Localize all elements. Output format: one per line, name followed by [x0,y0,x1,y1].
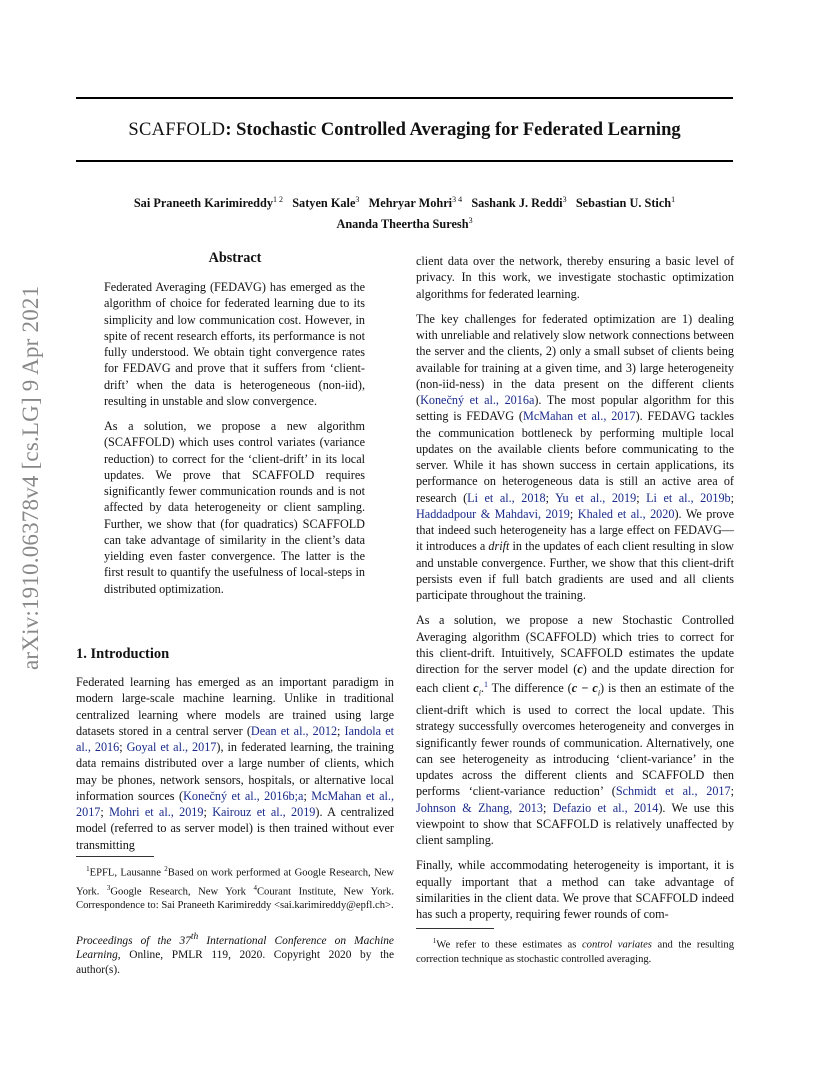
text-run: ). The most popular algorithm for this setting is FEDAVG ( [416,393,734,424]
text-run: th [190,932,199,942]
citation-link[interactable]: Mohri et al., 2019 [109,805,204,819]
citation-link[interactable]: Konečný et al., 2016a [420,393,535,407]
citation-link[interactable]: Iandola et al., 2016 [76,723,394,754]
citation-link[interactable]: Haddadpour & Mahdavi, 2019 [416,506,570,521]
top-rule [76,97,733,99]
affiliation-footnote: $^1$EPFL, Lausanne $^2$Based on work performed at Google Research, New York. $^3$Google Research, New York $^4$Courant Institute, New York. Correspondence to: Sai Praneeth Karimireddy <sai.karimireddy@epfl.ch>. [76,865,395,912]
proceedings-note [76,930,394,978]
author: Satyen Kale [292,196,356,211]
math-subscript: i [478,688,481,698]
author-affiliation: 1 2 [272,195,283,204]
text-run: ). A centralized model (referred to as server model) is then trained without ever transmitting [76,805,395,852]
abstract-paragraph: As a solution, we propose a new algorithm (SCAFFOLD) which uses control variates (variance reduction) to correct for the ‘client-drift’ in its local updates. We prove that SCAFFOLD requires significantly fewer communication rounds and is not affected by data heterogeneity or client sampling. Further, we show that (for quadratics) SCAFFOLD can take advantage of similarity in the client’s data yielding even faster convergence. The latter is the first result to quantify the usefulness of local-steps in distributed optimization. [104,419,365,596]
title-acronym: SCAFFOLD [128,120,226,140]
intro-paragraph: Federated learning has emerged as an important paradigm in modern large-scale machine learning. Unlike in traditional centralized learning where models are trained using large datasets stored in a central server (Dean et al., 2012; Iandola et al., 2016; Goyal et al., 2017), in federated learning, the training data remains distributed over a large number of clients, which may be phones, network sensors, hospitals, or alternative local information sources (Konečný et al., 2016b;a; McMahan et al., 2017; Mohri et al., 2019; Kairouz et al., 2019). A centralized model (referred to as server model) is then trained without ever transmitting [76,675,395,852]
author-affiliation: 1 [671,195,676,204]
emphasis: control variates [581,939,652,951]
citation-link[interactable]: Dean et al., 2012 [250,723,338,738]
title-rest: : Stochastic Controlled Averaging for Federated Learning [225,120,681,140]
author-line-2 [76,212,733,233]
footnote-marker[interactable]: 1 [483,680,488,690]
abstract-body [104,279,365,606]
author-affiliation: 3 [562,195,567,204]
author-affiliation: 3 4 [452,195,463,204]
text-run: The difference ( [487,681,572,696]
math-symbol: c [473,681,479,696]
text-run: , Online, PMLR 119, 2020. Copyright 2020 by the author(s). [76,949,394,976]
text-run: ) and the update direction for each client [416,662,734,696]
author-affiliation: 3 [355,195,360,204]
body-paragraph: client data over the network, thereby ensuring a basic level of privacy. In this work, we investigate stochastic optimization algorithms for federated learning. [416,254,734,301]
text-run: The key challenges for federated optimization are 1) dealing with unreliable and relatively slow network connections between the server and the clients, 2) only a small subset of clients being available for training at a given time, and 3) large heterogeneity (non-iid-ness) in the data present on the different clients ( [416,311,734,407]
control-variates-footnote [416,934,734,967]
citation-link[interactable]: Goyal et al., 2017 [126,740,217,754]
citation-link[interactable]: Konečný et al., 2016b;a [183,788,304,803]
paper-title [76,118,733,142]
body-paragraph: Finally, while accommodating heterogeneity is important, it is equally important that a method can take advantage of similarities in the client data. We prove that SCAFFOLD indeed has such a property, requiring fewer rounds of com- [416,858,734,921]
title-bottom-rule [76,160,733,162]
intro-left-column [76,674,394,862]
text-run: Courant Institute, New York. Correspondence to: Sai Praneeth Karimireddy <sai.karimireddy@epfl.ch>. [76,886,394,912]
author: Sai Praneeth Karimireddy [133,196,273,211]
citation-link[interactable]: Schmidt et al., 2017 [615,784,731,799]
math-subscript: i [597,688,601,698]
author: Sashank J. Reddi [471,196,563,211]
math-symbol: c − c [571,681,598,696]
text-run: ). FEDAVG tackles the communication bottleneck by performing multiple local updates on the available clients before communicating to the server. While it has shown success in certain applications, its performance on heterogeneous data is still an active area of research ( [416,409,734,505]
text-run: in the updates of each client resulting in slow and unstable convergence. Further, we show that this client-drift persists even if full batch gradients are used and all clients participate throughout the training. [416,539,734,602]
citation-link[interactable]: Li et al., 2018 [467,490,546,505]
citation-link[interactable]: Li et al., 2019b [646,490,731,505]
author-list [76,191,733,233]
citation-link[interactable]: Johnson & Zhang, 2013 [416,800,543,815]
citation-link[interactable]: Khaled et al., 2020 [577,506,675,521]
citation-link[interactable]: McMahan et al., 2017 [76,788,395,819]
citation-link[interactable]: Kairouz et al., 2019 [212,805,316,819]
right-column [416,253,734,931]
text-run: Based on work performed at Google Research, New York. [76,867,395,898]
text-run: Proceedings of the 37 [76,934,191,947]
arxiv-side-stamp: arXiv:1910.06378v4 [cs.LG] 9 Apr 2021 [18,285,43,670]
section-heading-introduction: 1. Introduction [76,646,170,662]
text-run: ). We prove that indeed such heterogeneity has a large effect on FEDAVG—it introduces a [416,506,734,554]
body-paragraph: The key challenges for federated optimization are 1) dealing with unreliable and relatively slow network connections between the server and the clients, 2) only a small subset of clients being available for training at a given time, and 3) large heterogeneity (non-iid-ness) in the data present on the different clients (Konečný et al., 2016a). The most popular algorithm for this setting is FEDAVG (McMahan et al., 2017). FEDAVG tackles the communication bottleneck by performing multiple local updates on the available clients before communicating to the server. While it has shown success in certain applications, its performance on heterogeneous data is still an active area of research (Li et al., 2018; Yu et al., 2019; Li et al., 2019b; Haddadpour & Mahdavi, 2019; Khaled et al., 2020). We prove that indeed such heterogeneity has a large effect on FEDAVG—it introduces a drift in the updates of each client resulting in slow and unstable convergence. Further, we show that this client-drift persists even if full batch gradients are used and all clients participate throughout the training. [416,311,735,602]
math-symbol: c [577,662,583,676]
text-run: As a solution, we propose a new Stochastic Controlled Averaging algorithm (SCAFFOLD) which tries to correct for this client-drift. Intuitively, SCAFFOLD estimates the update direction for the server model ( [416,613,734,676]
abstract-heading: Abstract [208,250,262,266]
body-paragraph: As a solution, we propose a new Stochastic Controlled Averaging algorithm (SCAFFOLD) which tries to correct for this client-drift. Intuitively, SCAFFOLD estimates the update direction for the server model (c) and the update direction for each client $c_i.^1$ The difference $(c - c_i)$ is then an estimate of the client-drift which is used to correct the local update. This strategy successfully overcomes heterogeneity and converges in significantly fewer rounds of communication. Alternatively, one can see heterogeneity as introducing ‘client-variance’ in the updates across the different clients and SCAFFOLD then performs ‘client-variance reduction’ (Schmidt et al., 2017; Johnson & Zhang, 2013; Defazio et al., 2014). We use this viewpoint to show that SCAFFOLD is relatively unaffected by client sampling. [416,613,734,847]
footnote-divider [76,856,154,857]
text-run: EPFL, Lausanne [89,867,165,879]
footnote-number: 1 [432,937,437,945]
author-line-1 [76,191,733,212]
text-run: ), in federated learning, the training data remains distributed over a large number of clients, which may be phones, network sensors, hospitals, or alternative local information sources ( [76,740,394,803]
author: Ananda Theertha Suresh [336,217,469,232]
author: Mehryar Mohri [368,196,453,211]
emphasis: drift [488,539,510,554]
text-run: We refer to these estimates as [436,939,582,951]
text-run: International Conference on Machine Learning [76,934,394,962]
text-run: ) is then an estimate of the client-drift which is used to correct the local update. This strategy successfully overcomes heterogeneity and converges in significantly fewer rounds of communication. Alternatively, one can see heterogeneity as introducing ‘client-variance’ in the updates across the different clients and SCAFFOLD then performs ‘client-variance reduction’ ( [416,681,734,799]
abstract-paragraph: Federated Averaging (FEDAVG) has emerged as the algorithm of choice for federated learning due to its simplicity and low communication cost. However, in spite of recent research efforts, its performance is not fully understood. We obtain tight convergence rates for FEDAVG and prove that it suffers from ‘client-drift’ when the data is heterogeneous (non-iid), resulting in unstable and slow convergence. [104,280,365,408]
author-affiliation: 3 [468,216,473,226]
author: Sebastian U. Stich [575,196,672,211]
text-run: ). We use this viewpoint to show that SCAFFOLD is relatively unaffected by client sampling. [416,800,734,847]
citation-link[interactable]: Yu et al., 2019 [555,490,637,505]
footnote-divider [416,928,494,929]
text-run: Google Research, New York [110,886,254,898]
citation-link[interactable]: McMahan et al., 2017 [522,409,636,424]
text-run: and the resulting correction technique as stochastic controlled averaging. [416,939,735,965]
text-run: Federated learning has emerged as an important paradigm in modern large-scale machine learning. Unlike in traditional centralized learning where models are trained using large datasets stored in a central server ( [76,675,394,738]
citation-link[interactable]: Defazio et al., 2014 [552,800,659,815]
